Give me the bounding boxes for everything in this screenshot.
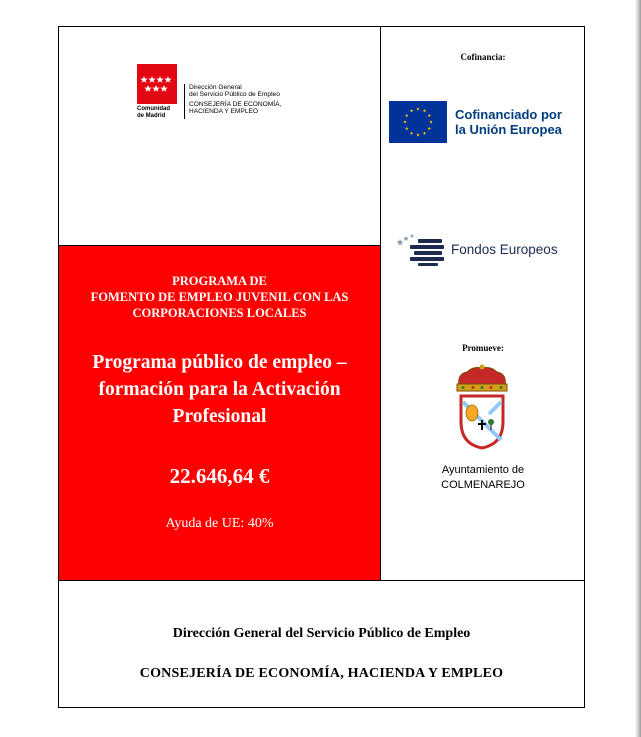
comunidad-madrid-logo [137,64,307,124]
ayuntamiento-colmenarejo-text: Ayuntamiento de COLMENAREJO [441,464,525,491]
fondos-europeos-text: Fondos Europeos [451,242,558,257]
cofinancia-label: Cofinancia: [460,52,506,62]
program-header-line: CORPORACIONES LOCALES [132,306,307,320]
eu-star-icon [410,109,413,112]
comunidad-madrid-name: Comunidad de Madrid [137,106,170,119]
footer-direccion-general: Dirección General del Servicio Público de Empleo [172,626,471,641]
eu-star-icon [403,120,406,123]
footer-divider [58,580,585,581]
eu-aid-text: Ayuda de UE: 40% [165,516,274,531]
eu-star-icon [416,133,419,136]
eu-star-icon [405,114,408,117]
eu-flag-icon [389,101,447,143]
colmenarejo-coat-of-arms-icon [449,364,515,452]
promueve-label: Promueve: [462,343,504,353]
eu-star-icon [410,131,413,134]
program-title-line: formación para la Activación [98,379,341,400]
eu-star-icon [429,120,432,123]
eu-star-icon [423,109,426,112]
eu-star-icon [428,127,431,130]
eu-cofinancing-logo [389,101,569,145]
program-title-line: Profesional [172,406,267,427]
footer-consejeria: CONSEJERÍA DE ECONOMÍA, HACIENDA Y EMPLEO [139,666,504,681]
fondos-europeos-icon [396,233,448,267]
logo-separator [184,84,185,119]
eu-star-icon [405,127,408,130]
program-amount: 22.646,64 € [169,464,270,488]
eu-star-icon [428,114,431,117]
page-shadow [635,0,641,737]
column-divider [380,26,381,580]
madrid-logo-text: Dirección General del Servicio Público de Empleo CONSEJERÍA DE ECONOMÍA, HACIENDA Y EMPLEO [189,84,282,116]
program-panel [59,246,380,580]
program-header-line: PROGRAMA DE [172,274,267,288]
program-title-line: Programa público de empleo – [92,352,347,373]
eu-cofinancing-text: Cofinanciado por la Unión Europea [455,107,562,137]
eu-star-icon [423,131,426,134]
program-header-line: FOMENTO DE EMPLEO JUVENIL CON LAS [90,290,349,304]
madrid-flag-icon [137,64,177,104]
fondos-europeos-logo [396,233,576,267]
eu-star-icon [416,107,419,110]
